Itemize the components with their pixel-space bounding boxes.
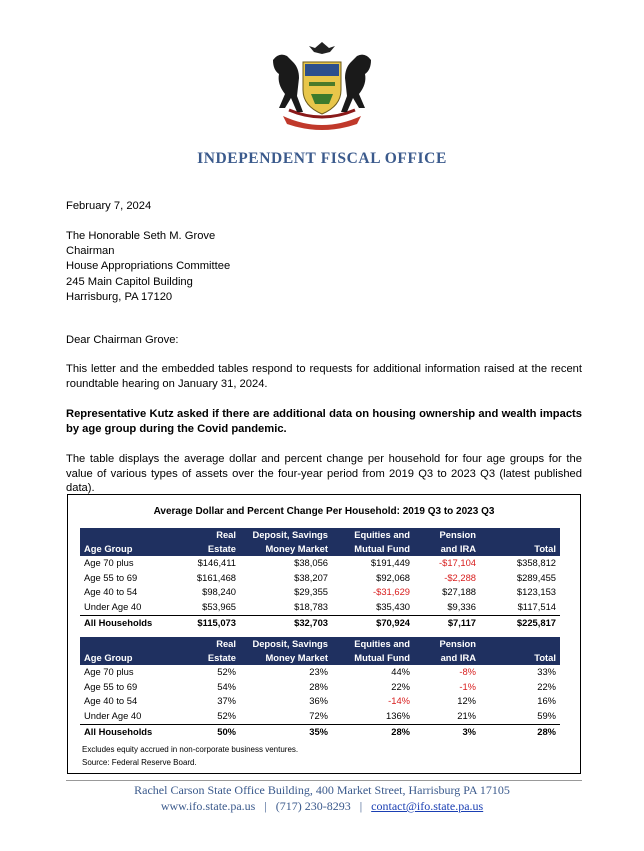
row-label: Age 55 to 69	[84, 680, 138, 692]
cell-real-estate: 52%	[217, 666, 236, 677]
data-table-panel	[67, 494, 581, 774]
row-label: Age 40 to 54	[84, 586, 138, 598]
header-real-estate: Real Estate	[176, 637, 240, 665]
footer-separator: |	[264, 799, 267, 813]
cell-real-estate: $115,073	[176, 615, 240, 630]
footer-separator: |	[359, 799, 363, 813]
cell-pension: 3%	[414, 724, 480, 739]
table-header-row	[80, 528, 560, 556]
cell-real-estate: 37%	[217, 695, 236, 707]
cell-real-estate: $146,411	[197, 557, 236, 568]
address-line: Harrisburg, PA 17120	[66, 290, 173, 303]
cell-total: $123,153	[516, 586, 556, 598]
paragraph-intro: This letter and the embedded tables respond to requests for additional information raised at the recent roundtable hearing on January 31, 2024.	[66, 363, 582, 390]
table-row	[80, 585, 560, 600]
header-total: Total	[480, 637, 560, 665]
row-label: Age 70 plus	[84, 666, 134, 677]
address-line: Chairman	[66, 245, 115, 258]
cell-total: 16%	[537, 695, 556, 707]
cell-equities: $191,449	[370, 557, 410, 568]
table-row	[80, 709, 560, 724]
cell-total: $358,812	[516, 557, 556, 568]
row-label: Under Age 40	[84, 601, 142, 613]
row-label: Under Age 40	[84, 710, 142, 722]
header-total: Total	[480, 528, 560, 556]
table-title: Average Dollar and Percent Change Per Household: 2019 Q3 to 2023 Q3	[153, 506, 495, 517]
cell-real-estate: 52%	[217, 710, 236, 722]
cell-pension: -$17,104	[438, 557, 476, 568]
cell-equities: $92,068	[376, 571, 410, 583]
recipient-address	[66, 229, 230, 305]
header-pension: Pension and IRA	[414, 528, 480, 556]
cell-equities: 28%	[332, 724, 414, 739]
row-label: Age 40 to 54	[84, 695, 138, 707]
header-pension: Pension and IRA	[414, 637, 480, 665]
row-label: All Households	[80, 724, 176, 739]
cell-pension: $27,188	[442, 586, 476, 598]
cell-equities: $35,430	[376, 601, 410, 613]
cell-pension: -8%	[459, 666, 476, 677]
footer-email-link[interactable]: contact@ifo.state.pa.us	[371, 799, 484, 813]
table-source: Source: Federal Reserve Board.	[82, 758, 197, 767]
row-label: All Households	[80, 615, 176, 630]
cell-deposit: $32,703	[240, 615, 332, 630]
header-real-estate: Real Estate	[176, 528, 240, 556]
cell-pension: -1%	[459, 680, 476, 692]
header-equities: Equities and Mutual Fund	[332, 637, 414, 665]
cell-equities: $70,924	[332, 615, 414, 630]
row-label: Age 70 plus	[84, 557, 134, 568]
header-deposit: Deposit, Savings Money Market	[240, 637, 332, 665]
salutation: Dear Chairman Grove:	[66, 334, 179, 346]
percent-change-table	[80, 637, 560, 740]
cell-equities: 136%	[386, 710, 410, 722]
header-equities: Equities and Mutual Fund	[332, 528, 414, 556]
cell-deposit: $38,056	[294, 557, 328, 568]
footer-phone: (717) 230-8293	[275, 799, 351, 813]
cell-total: 33%	[537, 666, 556, 677]
cell-real-estate: 54%	[217, 680, 236, 692]
cell-total: 59%	[537, 710, 556, 722]
cell-equities: 22%	[391, 680, 410, 692]
table-note: Excludes equity accrued in non-corporate business ventures.	[82, 745, 299, 754]
cell-pension: -$2,288	[444, 571, 476, 583]
cell-pension: 12%	[457, 695, 476, 707]
table-row	[80, 680, 560, 695]
header-deposit: Deposit, Savings Money Market	[240, 528, 332, 556]
cell-pension: $7,117	[414, 615, 480, 630]
cell-deposit: 28%	[309, 680, 328, 692]
table-row	[80, 600, 560, 615]
cell-pension: $9,336	[447, 601, 476, 613]
address-line: The Honorable Seth M. Grove	[66, 230, 216, 242]
table-row	[80, 665, 560, 680]
cell-real-estate: $98,240	[202, 586, 236, 598]
row-label: Age 55 to 69	[84, 571, 138, 583]
footer-address: Rachel Carson State Office Building, 400 Market Street, Harrisburg PA 17105	[134, 783, 510, 797]
cell-deposit: $18,783	[294, 601, 328, 613]
cell-deposit: 35%	[240, 724, 332, 739]
cell-total: 28%	[480, 724, 560, 739]
footer-divider	[66, 780, 582, 781]
pennsylvania-coat-of-arms-icon	[265, 38, 379, 130]
cell-deposit: 23%	[309, 666, 328, 677]
header-age-group: Age Group	[80, 528, 176, 556]
table-total-row	[80, 615, 560, 630]
table-row	[80, 694, 560, 709]
header-age-group: Age Group	[80, 637, 176, 665]
cell-deposit: $38,207	[294, 571, 328, 583]
cell-total: $117,514	[517, 601, 556, 613]
dollar-change-table	[80, 528, 560, 631]
cell-deposit: 72%	[309, 710, 328, 722]
cell-total: $225,817	[480, 615, 560, 630]
cell-total: $289,455	[516, 571, 556, 583]
cell-real-estate: 50%	[176, 724, 240, 739]
cell-real-estate: $161,468	[196, 571, 236, 583]
cell-pension: 21%	[457, 710, 476, 722]
cell-equities: 44%	[391, 666, 410, 677]
paragraph-table-description: The table displays the average dollar and percent change per household for four age groups for the value of various types of assets over the four-year period from 2019 Q3 to 2023 Q3 (latest published data).	[66, 453, 582, 494]
table-row	[80, 556, 560, 571]
cell-total: 22%	[537, 680, 556, 692]
table-total-row	[80, 724, 560, 739]
table-row	[80, 571, 560, 586]
letter-date: February 7, 2024	[66, 200, 152, 212]
cell-equities: -14%	[388, 695, 410, 707]
cell-real-estate: $53,965	[202, 601, 236, 613]
footer-contact	[0, 799, 644, 814]
table-header-row	[80, 637, 560, 665]
office-title: INDEPENDENT FISCAL OFFICE	[197, 150, 447, 167]
footer-website: www.ifo.state.pa.us	[160, 799, 256, 813]
paragraph-question: Representative Kutz asked if there are additional data on housing ownership and wealth impacts by age group during the Covid pandemic.	[66, 408, 582, 435]
cell-equities: -$31,629	[372, 586, 410, 598]
cell-deposit: 36%	[309, 695, 328, 707]
address-line: 245 Main Capitol Building	[66, 275, 193, 288]
address-line: House Appropriations Committee	[66, 260, 231, 273]
cell-deposit: $29,355	[294, 586, 328, 598]
